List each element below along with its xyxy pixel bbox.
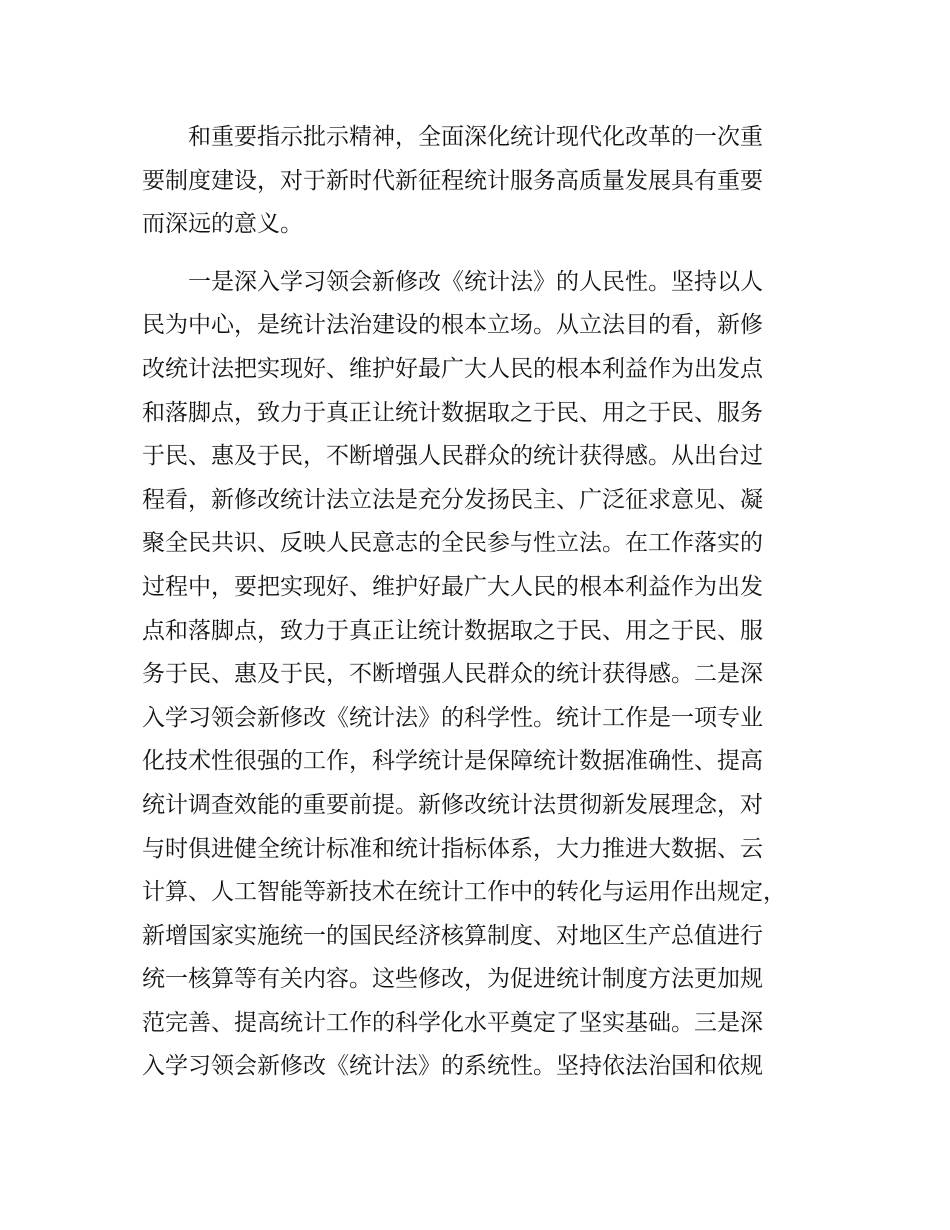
text-line: 入学习领会新修改《统计法》的科学性。统计工作是一项专业 — [142, 704, 763, 731]
text-line: 要制度建设，对于新时代新征程统计服务高质量发展具有重要 — [142, 167, 763, 194]
document-body — [142, 116, 822, 1089]
text-line: 范完善、提高统计工作的科学化水平奠定了坚实基础。三是深 — [142, 1009, 763, 1036]
text-line: 而深远的意义。 — [142, 211, 303, 238]
text-line: 务于民、惠及于民，不断增强人民群众的统计获得感。二是深 — [142, 661, 763, 688]
text-line: 计算、人工智能等新技术在统计工作中的转化与运用作出规定， — [142, 879, 786, 906]
text-line: 民为中心，是统计法治建设的根本立场。从立法目的看，新修 — [142, 312, 763, 339]
text-line: 和重要指示批示精神，全面深化统计现代化改革的一次重 — [188, 124, 763, 150]
paragraph-1 — [142, 116, 822, 247]
text-line: 过程中，要把实现好、维护好最广大人民的根本利益作为出发 — [142, 573, 763, 600]
text-line: 入学习领会新修改《统计法》的系统性。坚持依法治国和依规 — [142, 1053, 763, 1080]
paragraph-2 — [142, 261, 822, 1089]
text-line: 一是深入学习领会新修改《统计法》的人民性。坚持以人 — [188, 268, 763, 295]
text-line: 化技术性很强的工作，科学统计是保障统计数据准确性、提高 — [142, 748, 763, 775]
text-line: 新增国家实施统一的国民经济核算制度、对地区生产总值进行 — [142, 922, 763, 949]
text-line: 改统计法把实现好、维护好最广大人民的根本利益作为出发点 — [142, 355, 763, 382]
text-line: 聚全民共识、反映人民意志的全民参与性立法。在工作落实的 — [142, 530, 763, 557]
text-line: 于民、惠及于民，不断增强人民群众的统计获得感。从出台过 — [142, 443, 763, 470]
paragraph-spacer — [142, 247, 822, 261]
text-line: 统一核算等有关内容。这些修改，为促进统计制度方法更加规 — [142, 966, 763, 993]
text-line: 程看，新修改统计法立法是充分发扬民主、广泛征求意见、凝 — [142, 486, 763, 513]
text-line: 和落脚点，致力于真正让统计数据取之于民、用之于民、服务 — [142, 399, 763, 426]
text-line: 统计调查效能的重要前提。新修改统计法贯彻新发展理念，对 — [142, 791, 763, 818]
text-line: 点和落脚点，致力于真正让统计数据取之于民、用之于民、服 — [142, 617, 763, 644]
text-line: 与时俱进健全统计标准和统计指标体系，大力推进大数据、云 — [142, 835, 763, 862]
